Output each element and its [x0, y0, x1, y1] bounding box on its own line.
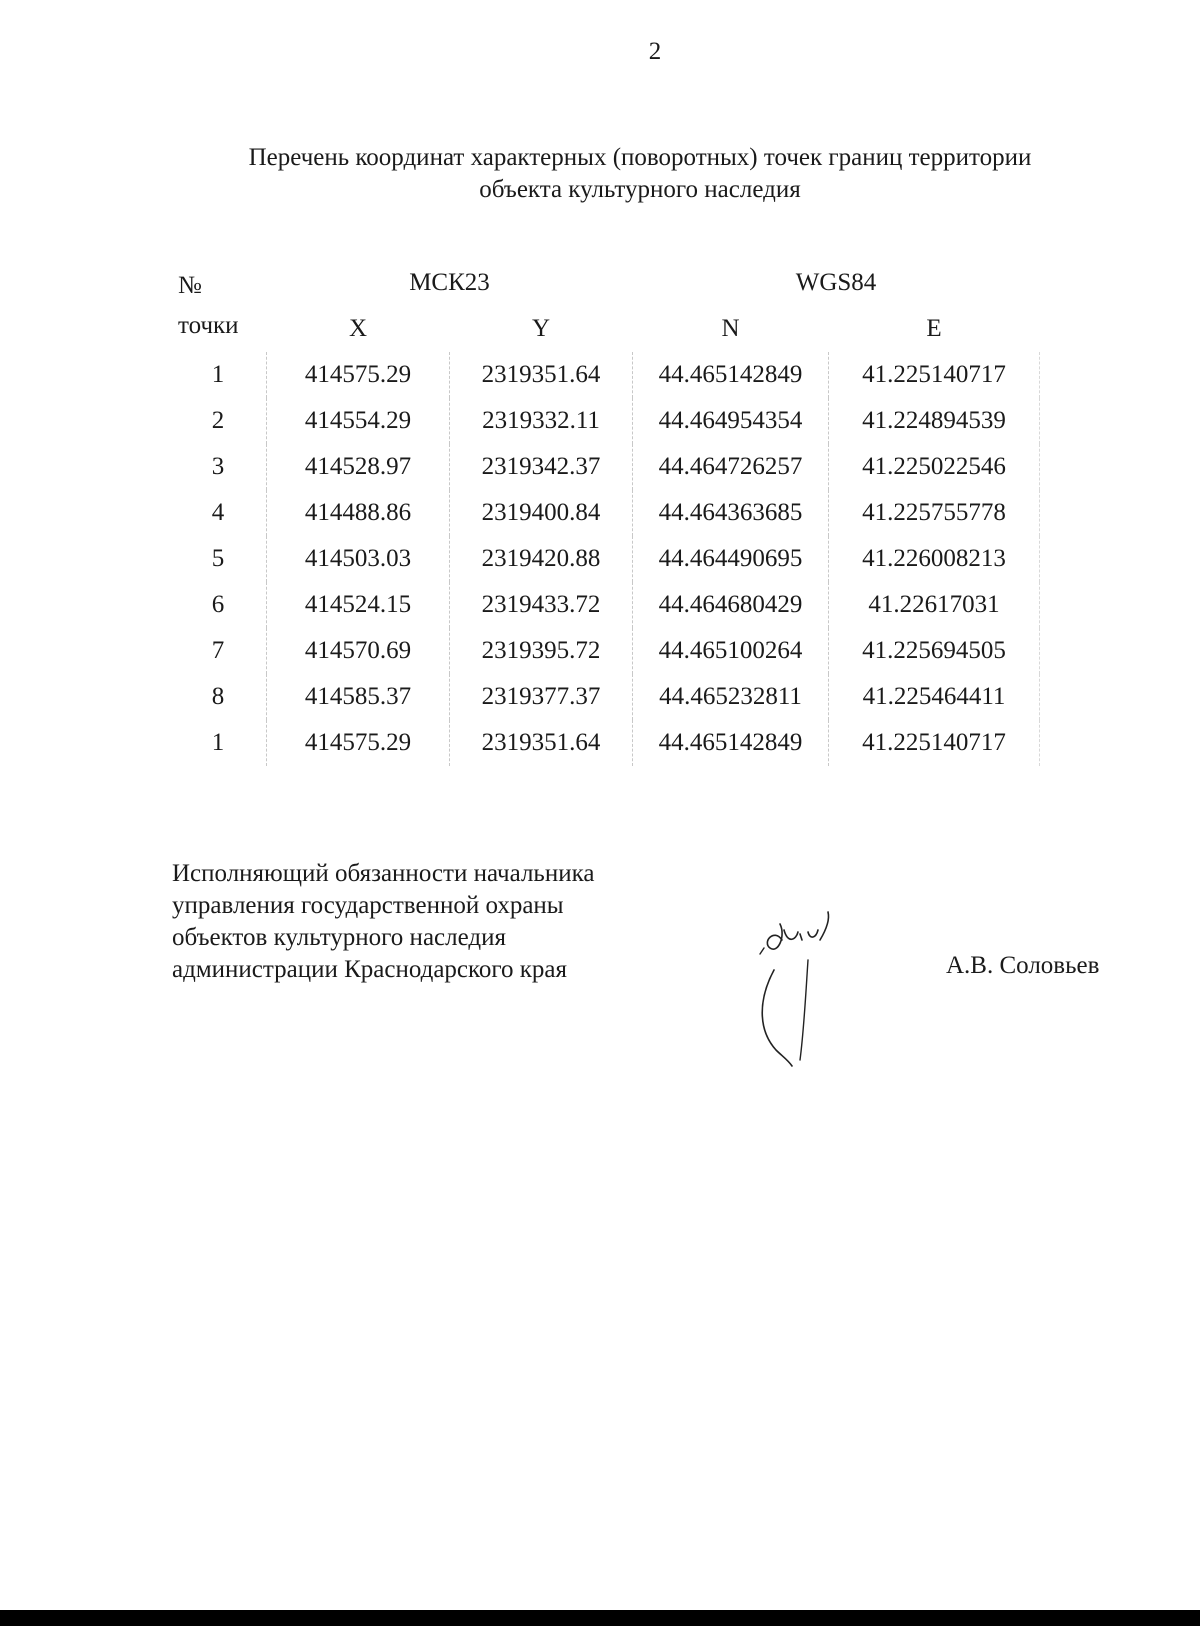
handwritten-signature — [752, 910, 862, 1090]
x-cell: 414524.15 — [267, 582, 450, 628]
y-cell: 2319395.72 — [450, 628, 633, 674]
x-cell: 414575.29 — [267, 720, 450, 766]
e-cell: 41.226008213 — [829, 536, 1040, 582]
e-cell: 41.224894539 — [829, 398, 1040, 444]
e-cell: 41.225694505 — [829, 628, 1040, 674]
y-cell: 2319377.37 — [450, 674, 633, 720]
table-row — [170, 398, 1040, 444]
table-row — [170, 720, 1040, 766]
n-cell: 44.464680429 — [633, 582, 829, 628]
position-line-3: объектов культурного наследия — [172, 924, 506, 951]
n-cell: 44.465142849 — [633, 720, 829, 766]
coordinates-table — [170, 260, 1040, 766]
table-row — [170, 352, 1040, 398]
n-cell: 44.465100264 — [633, 628, 829, 674]
position-line-1: Исполняющий обязанности начальника — [172, 860, 595, 887]
point-number-cell: 4 — [211, 499, 225, 526]
document-title — [150, 142, 1130, 206]
column-y-header: Y — [531, 315, 551, 342]
point-number-cell: 1 — [211, 361, 225, 388]
y-cell: 2319420.88 — [450, 536, 633, 582]
y-cell: 2319351.64 — [450, 352, 633, 398]
point-number-cell: 8 — [211, 683, 225, 710]
x-cell: 414585.37 — [267, 674, 450, 720]
e-cell: 41.22617031 — [829, 582, 1040, 628]
x-cell: 414570.69 — [267, 628, 450, 674]
point-number-cell: 2 — [211, 407, 225, 434]
table-row — [170, 490, 1040, 536]
table-row — [170, 536, 1040, 582]
x-cell: 414528.97 — [267, 444, 450, 490]
column-x-header: X — [348, 315, 368, 342]
n-cell: 44.464726257 — [633, 444, 829, 490]
signatory-position — [172, 858, 594, 986]
n-cell: 44.464363685 — [633, 490, 829, 536]
column-n-header: N — [721, 315, 740, 342]
y-cell: 2319342.37 — [450, 444, 633, 490]
title-line-1: Перечень координат характерных (поворотных) точек границ территории — [248, 144, 1032, 171]
point-number-cell: 3 — [211, 453, 225, 480]
y-cell: 2319332.11 — [450, 398, 633, 444]
signer-name: А.В. Соловьев — [946, 952, 1100, 979]
position-line-4: администрации Краснодарского края — [172, 956, 568, 983]
x-cell: 414554.29 — [267, 398, 450, 444]
table-row — [170, 628, 1040, 674]
e-cell: 41.225464411 — [829, 674, 1040, 720]
e-cell: 41.225755778 — [829, 490, 1040, 536]
point-number-cell: 1 — [211, 729, 225, 756]
header-row-groups — [170, 260, 1040, 306]
page-number: 2 — [648, 38, 662, 65]
table-row — [170, 444, 1040, 490]
x-cell: 414503.03 — [267, 536, 450, 582]
e-cell: 41.225022546 — [829, 444, 1040, 490]
e-cell: 41.225140717 — [829, 352, 1040, 398]
point-number-cell: 5 — [211, 545, 225, 572]
column-e-header: E — [926, 315, 942, 342]
point-number-cell: 7 — [211, 637, 225, 664]
table-body — [170, 352, 1040, 766]
wgs84-group-header: WGS84 — [795, 269, 877, 296]
n-cell: 44.464490695 — [633, 536, 829, 582]
y-cell: 2319400.84 — [450, 490, 633, 536]
title-line-2: объекта культурного наследия — [479, 176, 801, 203]
e-cell: 41.225140717 — [829, 720, 1040, 766]
scan-edge-band — [0, 1610, 1200, 1626]
point-number-cell: 6 — [211, 591, 225, 618]
header-row-axes — [170, 306, 1040, 352]
n-cell: 44.465142849 — [633, 352, 829, 398]
table-row — [170, 674, 1040, 720]
table-header — [170, 260, 1040, 352]
n-cell: 44.464954354 — [633, 398, 829, 444]
y-cell: 2319433.72 — [450, 582, 633, 628]
x-cell: 414488.86 — [267, 490, 450, 536]
y-cell: 2319351.64 — [450, 720, 633, 766]
msk23-group-header: МСК23 — [409, 269, 490, 296]
point-number-sign: № — [178, 272, 202, 299]
point-number-label: точки — [178, 312, 239, 339]
table-row — [170, 582, 1040, 628]
point-number-header — [170, 260, 267, 352]
n-cell: 44.465232811 — [633, 674, 829, 720]
position-line-2: управления государственной охраны — [172, 892, 564, 919]
x-cell: 414575.29 — [267, 352, 450, 398]
